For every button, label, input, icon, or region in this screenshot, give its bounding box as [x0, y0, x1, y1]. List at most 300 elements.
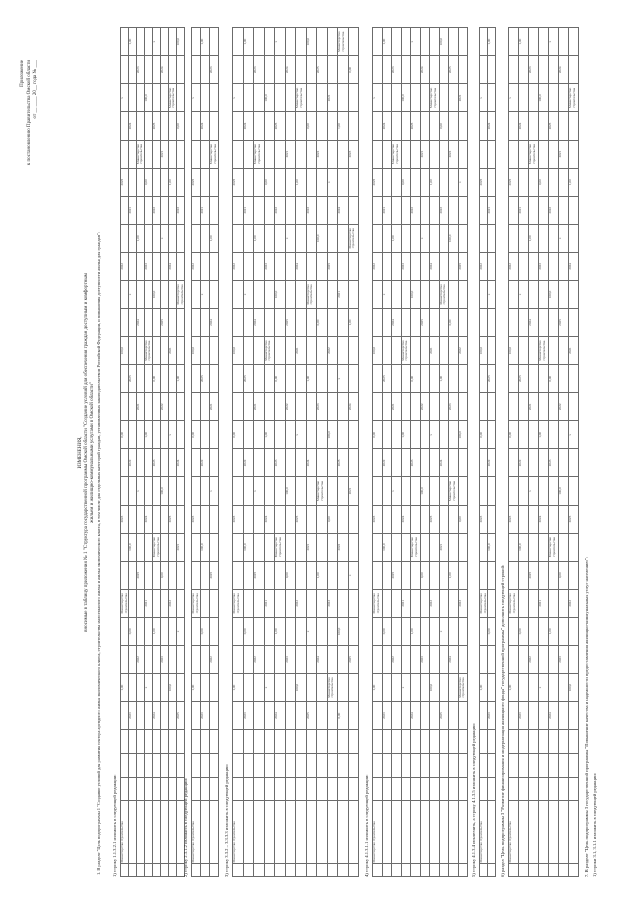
- table-cell: 2024: [275, 702, 286, 730]
- table-cell: 2023: [373, 505, 383, 533]
- table-cell: [254, 449, 265, 477]
- table-cell: [420, 365, 430, 393]
- table-cell: [420, 196, 430, 224]
- table-cell: Министерство строительства: [121, 589, 129, 617]
- table-cell: [243, 140, 254, 168]
- table-cell: [317, 864, 328, 877]
- table-cell: [317, 112, 328, 140]
- table-cell: [327, 196, 338, 224]
- table-cell: 0,00: [373, 421, 383, 449]
- table-cell: [285, 421, 296, 449]
- table-cell: [129, 777, 137, 801]
- table-cell: 2024: [420, 56, 430, 84]
- footer-line: 7. В разделе "Цель подпрограммы 3 государственной программы "Повышение качества и надежности предоставления жилищно-коммунальных услуг населению":: [584, 557, 589, 877]
- table-cell: [264, 140, 275, 168]
- table-cell: [449, 28, 459, 56]
- table-cell: 100,0: [285, 477, 296, 505]
- table-cell: 2024: [392, 308, 402, 336]
- table-cell: [411, 393, 421, 421]
- table-cell: [430, 28, 440, 56]
- table-cell: [392, 864, 402, 877]
- table-cell: [327, 561, 338, 589]
- table-cell: [327, 477, 338, 505]
- table-cell: Министерство строительства: [296, 84, 307, 112]
- table-cell: Министерство строительства: [176, 280, 184, 308]
- table-cell: 2023: [420, 645, 430, 673]
- table-cell: [529, 337, 539, 365]
- table-cell: [210, 702, 219, 730]
- section-label-5: 6) раздел "Цель подпрограммы 3 "Развитие финансирования и модернизация жилищного фонда" государственной программы" дополнить следующей строкой:: [500, 564, 505, 877]
- table-row: [411, 28, 421, 877]
- table-cell: Министерство строительства: [401, 337, 411, 365]
- table-cell: [373, 280, 383, 308]
- table-cell: 2025: [243, 365, 254, 393]
- table-cell: [233, 777, 244, 801]
- table-cell: [254, 28, 265, 56]
- table-cell: 2025: [201, 365, 210, 393]
- table-cell: Министерство строительства: [168, 84, 176, 112]
- table-cell: 2024: [449, 645, 459, 673]
- table-cell: 2024: [529, 308, 539, 336]
- table-cell: [285, 777, 296, 801]
- table-cell: [430, 702, 440, 730]
- table-cell: [539, 28, 549, 56]
- table-cell: 2024: [264, 505, 275, 533]
- table-cell: [317, 449, 328, 477]
- table-cell: [529, 777, 539, 801]
- table-cell: 1,00: [549, 617, 559, 645]
- table-cell: [153, 84, 161, 112]
- table-cell: Министерство строительства: [411, 533, 421, 561]
- table-cell: [549, 730, 559, 754]
- table-cell: [306, 140, 317, 168]
- table-cell: [559, 505, 569, 533]
- table-cell: [121, 864, 129, 877]
- table-cell: [161, 801, 169, 864]
- table-cell: 2021: [201, 196, 210, 224]
- table-cell: [549, 674, 559, 702]
- table-cell: [509, 196, 519, 224]
- table-cell: [430, 224, 440, 252]
- table-cell: [168, 308, 176, 336]
- table-cell: [317, 753, 328, 777]
- table-cell: 2021: [569, 337, 579, 365]
- table-cell: [317, 533, 328, 561]
- table-cell: [529, 589, 539, 617]
- table-cell: [488, 730, 496, 754]
- table-cell: [129, 337, 137, 365]
- table-cell: [192, 224, 201, 252]
- table-cell: [317, 84, 328, 112]
- table-cell: [243, 674, 254, 702]
- table-cell: [411, 777, 421, 801]
- table-cell: [458, 224, 468, 252]
- table-cell: 100,0: [458, 421, 468, 449]
- table-cell: Министерство строительства: [348, 224, 359, 252]
- table-cell: [509, 730, 519, 754]
- table-cell: [176, 561, 184, 589]
- table-cell: [480, 477, 488, 505]
- table-cell: [488, 308, 496, 336]
- table-cell: [488, 777, 496, 801]
- table-cell: 2024: [338, 196, 349, 224]
- table-cell: [382, 168, 392, 196]
- table-cell: [161, 280, 169, 308]
- table-cell: 2022: [121, 252, 129, 280]
- table-cell: [392, 449, 402, 477]
- table-cell: 2021: [129, 196, 137, 224]
- table-cell: [569, 140, 579, 168]
- table-cell: [373, 140, 383, 168]
- table-cell: [458, 617, 468, 645]
- table-cell: [233, 28, 244, 56]
- table-cell: [338, 730, 349, 754]
- table-cell: [411, 168, 421, 196]
- table-cell: 0,00: [449, 308, 459, 336]
- table-cell: [129, 252, 137, 280]
- table-cell: Министерство строительства: [264, 337, 275, 365]
- table-cell: 2023: [411, 449, 421, 477]
- table-cell: [449, 864, 459, 877]
- table-cell: [509, 280, 519, 308]
- table-cell: [420, 730, 430, 754]
- table-row: [488, 28, 496, 877]
- table-cell: [559, 168, 569, 196]
- table-cell: [264, 561, 275, 589]
- table-cell: Министерство строительства: [192, 801, 201, 864]
- table-cell: [136, 112, 144, 140]
- table-cell: [449, 112, 459, 140]
- table-cell: 2022: [201, 449, 210, 477]
- table-cell: [529, 753, 539, 777]
- table-cell: [243, 505, 254, 533]
- table-cell: [449, 505, 459, 533]
- table-cell: [373, 308, 383, 336]
- row-instruction: 1) строку 1.1.3.2.1 изложить в следующей редакции:: [112, 774, 117, 877]
- table-cell: [449, 777, 459, 801]
- section-label-1: 2) строку 2.3.1.2 изложить в следующей редакции:: [183, 777, 188, 877]
- table-cell: [519, 674, 529, 702]
- table-cell: Министерство строительства: [373, 801, 383, 864]
- table-cell: [306, 252, 317, 280]
- table-cell: [201, 777, 210, 801]
- table-cell: [420, 449, 430, 477]
- table-cell: 1,00: [439, 365, 449, 393]
- table-cell: [275, 801, 286, 864]
- table-cell: [210, 753, 219, 777]
- table-cell: 100,0: [233, 337, 244, 365]
- table-cell: [373, 224, 383, 252]
- table-cell: [480, 56, 488, 84]
- table-cell: [136, 777, 144, 801]
- table-row: [519, 28, 529, 877]
- table-cell: [168, 477, 176, 505]
- table-cell: [275, 730, 286, 754]
- table-cell: [549, 168, 559, 196]
- table-cell: [373, 730, 383, 754]
- table-cell: 2024: [411, 702, 421, 730]
- table-cell: [411, 505, 421, 533]
- table-cell: 2022: [480, 252, 488, 280]
- table-cell: [392, 28, 402, 56]
- table-cell: 2022: [327, 337, 338, 365]
- table-cell: [176, 477, 184, 505]
- table-cell: [401, 730, 411, 754]
- table-cell: 2022: [458, 337, 468, 365]
- table-cell: [129, 168, 137, 196]
- table-cell: [254, 730, 265, 754]
- table-cell: 0,00: [176, 112, 184, 140]
- table-cell: [296, 477, 307, 505]
- table-row: [176, 28, 184, 877]
- table-cell: [420, 617, 430, 645]
- table-cell: [539, 56, 549, 84]
- table-cell: [296, 777, 307, 801]
- table-cell: 0,00: [327, 505, 338, 533]
- table-cell: [192, 730, 201, 754]
- table-cell: [136, 28, 144, 56]
- document-title: [78, 0, 96, 905]
- table-cell: [539, 617, 549, 645]
- table-row: [559, 28, 569, 877]
- table-cell: [254, 365, 265, 393]
- table-cell: [519, 252, 529, 280]
- table-cell: [382, 674, 392, 702]
- table-cell: [317, 196, 328, 224]
- table-cell: [254, 777, 265, 801]
- table-cell: [382, 421, 392, 449]
- table-cell: 1,00: [168, 168, 176, 196]
- table-cell: 2025: [136, 561, 144, 589]
- table-cell: [488, 84, 496, 112]
- table-cell: 2023: [285, 645, 296, 673]
- table-cell: [243, 753, 254, 777]
- table-cell: [338, 56, 349, 84]
- table-cell: [296, 449, 307, 477]
- table-cell: [401, 864, 411, 877]
- table-cell: [480, 561, 488, 589]
- table-cell: х: [201, 280, 210, 308]
- table-cell: [201, 753, 210, 777]
- table-cell: [285, 505, 296, 533]
- table-cell: [233, 449, 244, 477]
- table-cell: х: [401, 674, 411, 702]
- table-cell: 2024: [559, 56, 569, 84]
- table-cell: [317, 505, 328, 533]
- table-row: [317, 28, 328, 877]
- table-cell: [153, 337, 161, 365]
- table-cell: [529, 365, 539, 393]
- table-cell: [275, 421, 286, 449]
- table-cell: 0,00: [480, 421, 488, 449]
- table-cell: [430, 477, 440, 505]
- table-cell: [306, 561, 317, 589]
- table-cell: 2023: [509, 505, 519, 533]
- table-cell: 100,0: [488, 533, 496, 561]
- table-cell: 2022: [285, 393, 296, 421]
- table-cell: [382, 777, 392, 801]
- table-cell: 100,0: [296, 674, 307, 702]
- table-cell: 1,00: [509, 674, 519, 702]
- table-row: [233, 28, 244, 877]
- table-cell: 2025: [192, 168, 201, 196]
- table-cell: [373, 645, 383, 673]
- table-cell: [285, 589, 296, 617]
- table-cell: [430, 730, 440, 754]
- table-cell: [161, 702, 169, 730]
- table-row: [136, 28, 144, 877]
- table-cell: х: [488, 280, 496, 308]
- table-cell: 1,00: [382, 28, 392, 56]
- table-cell: 2023: [549, 449, 559, 477]
- table-cell: [348, 168, 359, 196]
- table-cell: [210, 674, 219, 702]
- table-cell: 100,0: [275, 280, 286, 308]
- table-3: [232, 27, 359, 877]
- table-cell: 1,00: [254, 224, 265, 252]
- table-cell: [539, 533, 549, 561]
- table-cell: 0,00: [153, 365, 161, 393]
- table-cell: [176, 393, 184, 421]
- table-cell: [275, 224, 286, 252]
- table-cell: 2023: [519, 702, 529, 730]
- table-cell: [285, 365, 296, 393]
- appendix-line: от __ ____ 20__ года № ___: [33, 60, 38, 119]
- table-cell: [264, 449, 275, 477]
- table-cell: 0,00: [264, 168, 275, 196]
- table-cell: 2022: [161, 393, 169, 421]
- table-cell: 0,00: [509, 421, 519, 449]
- table-cell: [348, 674, 359, 702]
- table-cell: 0,00: [559, 561, 569, 589]
- table-cell: 1,00: [569, 168, 579, 196]
- table-cell: 2022: [509, 252, 519, 280]
- table-cell: [488, 753, 496, 777]
- table-cell: [121, 393, 129, 421]
- table-cell: [233, 730, 244, 754]
- table-cell: 2021: [254, 393, 265, 421]
- table-cell: [430, 196, 440, 224]
- table-cell: [449, 702, 459, 730]
- table-cell: [264, 864, 275, 877]
- table-cell: 2024: [488, 112, 496, 140]
- table-cell: [488, 168, 496, 196]
- table-cell: [129, 753, 137, 777]
- table-cell: 2025: [420, 308, 430, 336]
- table-cell: [411, 224, 421, 252]
- table-cell: [210, 84, 219, 112]
- table-cell: [488, 393, 496, 421]
- table-cell: 2022: [296, 589, 307, 617]
- table-cell: [201, 252, 210, 280]
- table-cell: [559, 196, 569, 224]
- table-cell: [519, 168, 529, 196]
- table-cell: 100,0: [317, 224, 328, 252]
- table-cell: [401, 645, 411, 673]
- table-cell: 100,0: [121, 337, 129, 365]
- table-cell: 2025: [392, 561, 402, 589]
- table-cell: [539, 730, 549, 754]
- table-cell: [233, 753, 244, 777]
- table-cell: [430, 533, 440, 561]
- table-row: [243, 28, 254, 877]
- table-cell: [296, 864, 307, 877]
- table-cell: 2022: [488, 449, 496, 477]
- table-cell: [449, 84, 459, 112]
- table-cell: 2022: [411, 196, 421, 224]
- table-cell: [317, 365, 328, 393]
- table-cell: [129, 421, 137, 449]
- table-cell: 2023: [176, 196, 184, 224]
- table-cell: [243, 561, 254, 589]
- table-cell: [439, 337, 449, 365]
- table-cell: [569, 56, 579, 84]
- table-cell: 2023: [327, 589, 338, 617]
- table-cell: 0,00: [401, 168, 411, 196]
- table-cell: [168, 753, 176, 777]
- table-cell: Министерство строительства: [430, 84, 440, 112]
- table-cell: 2022: [153, 196, 161, 224]
- table-cell: [509, 533, 519, 561]
- table-cell: Министерство строительства: [306, 280, 317, 308]
- table-cell: [559, 864, 569, 877]
- table-cell: 0,00: [539, 168, 549, 196]
- table-cell: [529, 168, 539, 196]
- table-cell: [348, 280, 359, 308]
- table-cell: 2021: [306, 533, 317, 561]
- table-cell: [401, 308, 411, 336]
- table-cell: [327, 56, 338, 84]
- table-cell: [519, 337, 529, 365]
- table-cell: 2021: [338, 280, 349, 308]
- table-cell: [306, 224, 317, 252]
- table-cell: [210, 617, 219, 645]
- table-cell: Министерство строительства: [254, 140, 265, 168]
- table-cell: [382, 252, 392, 280]
- table-cell: [519, 864, 529, 877]
- table-cell: [306, 477, 317, 505]
- table-cell: [392, 801, 402, 864]
- table-cell: Министерство строительства: [373, 589, 383, 617]
- table-cell: 2023: [254, 56, 265, 84]
- table-cell: х: [233, 84, 244, 112]
- table-cell: 2023: [458, 589, 468, 617]
- table-cell: [338, 393, 349, 421]
- table-cell: [168, 140, 176, 168]
- table-cell: 2023: [210, 56, 219, 84]
- table-cell: Министерство строительства: [529, 140, 539, 168]
- table-cell: 100,0: [411, 280, 421, 308]
- table-cell: [264, 801, 275, 864]
- table-cell: [401, 561, 411, 589]
- appendix-block: [20, 60, 40, 165]
- table-cell: 100,0: [480, 337, 488, 365]
- table-cell: [161, 617, 169, 645]
- table-cell: 0,00: [382, 617, 392, 645]
- table-cell: Министерство строительства: [480, 589, 488, 617]
- table-cell: [449, 533, 459, 561]
- table-cell: [285, 753, 296, 777]
- table-cell: [430, 617, 440, 645]
- table-cell: [136, 864, 144, 877]
- table-cell: [161, 196, 169, 224]
- table-cell: [275, 589, 286, 617]
- table-cell: [285, 112, 296, 140]
- table-cell: [411, 252, 421, 280]
- table-cell: [529, 864, 539, 877]
- table-row: [161, 28, 169, 877]
- table-cell: [569, 702, 579, 730]
